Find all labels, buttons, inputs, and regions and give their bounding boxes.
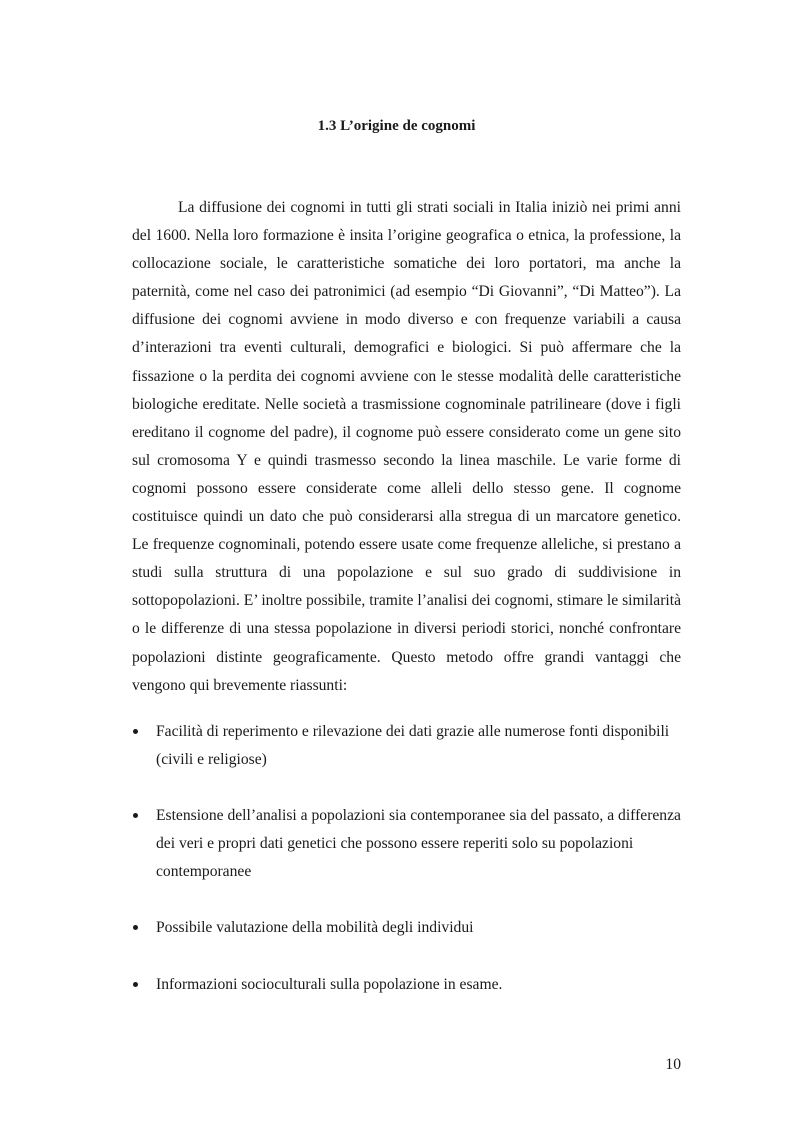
bullet-icon [133,925,138,930]
section-heading: 1.3 L’origine de cognomi [317,118,476,134]
bullet-icon [133,982,138,987]
list-item-text: Informazioni socioculturali sulla popolazione in esame. [156,975,503,993]
list-item-text: Facilità di reperimento e rilevazione dei dati grazie alle numerose fonti disponibili (civili e religiose) [156,723,670,769]
bullet-icon [133,813,138,818]
advantages-list [132,718,681,999]
list-item [132,914,681,942]
list-item [132,802,681,886]
list-item-text: Estensione dell’analisi a popolazioni sia contemporanee sia del passato, a differenza dei veri e propri dati genetici che possono essere reperiti solo su popolazioni contemporanee [156,807,681,881]
bullet-icon [133,729,138,734]
list-item-text: Possibile valutazione della mobilità degli individui [156,919,474,937]
list-item [132,971,681,999]
list-item [132,718,681,774]
page-number: 10 [665,1056,681,1073]
body-paragraph: La diffusione dei cognomi in tutti gli strati sociali in Italia iniziò nei primi anni del 1600. Nella loro formazione è insita l’origine geografica o etnica, la professione, la collocazione sociale, le caratteristiche somatiche dei loro portatori, ma anche la paternità, come nel caso dei patronimici (ad esempio “Di Giovanni”, “Di Matteo”). La diffusione dei cognomi avviene in modo diverso e con frequenze variabili a causa d’interazioni tra eventi culturali, demografici e biologici. Si può affermare che la fissazione o la perdita dei cognomi avviene con le stesse modalità delle caratteristiche biologiche ereditate. Nelle società a trasmissione cognominale patrilineare (dove i figli ereditano il cognome del padre), il cognome può essere considerato come un gene sito sul cromosoma Y e quindi trasmesso secondo la linea maschile. Le varie forme di cognomi possono essere considerate come alleli dello stesso gene. Il cognome costituisce quindi un dato che può considerarsi alla stregua di un marcatore genetico. Le frequenze cognominali, potendo essere usate come frequenze alleliche, si prestano a studi sulla struttura di una popolazione e sul suo grado di suddivisione in sottopopolazioni. E’ inoltre possibile, tramite l’analisi dei cognomi, stimare le similarità o le differenze di una stessa popolazione in diversi periodi storici, nonché confrontare popolazioni distinte geograficamente. Questo metodo offre grandi vantaggi che vengono qui brevemente riassunti: [132,199,681,694]
